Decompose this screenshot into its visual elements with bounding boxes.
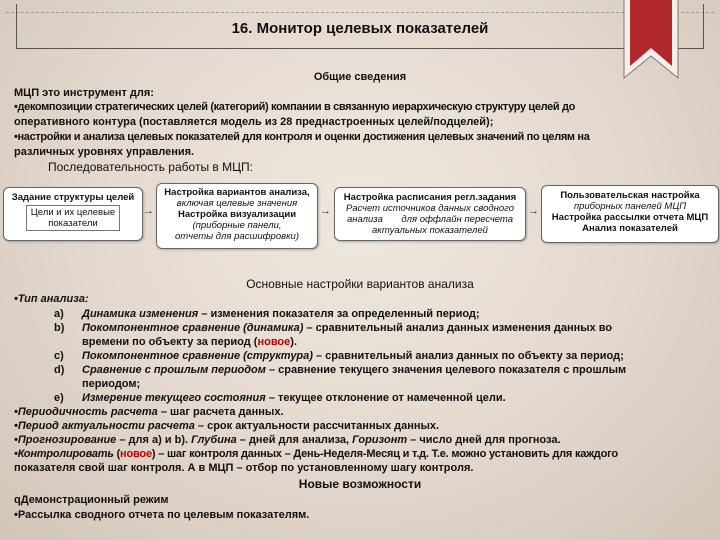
analysis-item-b-cont bbox=[82, 335, 297, 349]
forecast-depth: Глубина bbox=[191, 434, 237, 446]
new-feature-item: •Рассылка сводного отчета по целевым показателям. bbox=[14, 509, 310, 521]
new-badge: новое bbox=[120, 448, 152, 460]
bullet2-line1: •настройки и анализа целевых показателей для контроля и оценки достижения целевых значений по целям на bbox=[14, 131, 590, 143]
item-text: – изменения показателя за определенный период; bbox=[198, 308, 480, 320]
analysis-item-c bbox=[54, 349, 624, 363]
item-marker: a) bbox=[54, 308, 64, 320]
page-title: 16. Монитор целевых показателей bbox=[231, 20, 489, 37]
forecast-horizon: Горизонт bbox=[352, 434, 408, 446]
flow-box1-inner-line: Цели и их целевые bbox=[30, 207, 116, 218]
new-features-heading: Новые возможности bbox=[298, 477, 422, 491]
flow-box2-line: Настройка вариантов анализа, bbox=[164, 187, 310, 198]
periodicity-text: – шаг расчета данных. bbox=[157, 406, 284, 418]
analysis-item-e bbox=[54, 391, 506, 405]
item-text: – текущее отклонение от намеченной цели. bbox=[265, 392, 506, 404]
flow-box-variants bbox=[156, 183, 318, 249]
bullet1-line2: оперативного контура (поставляется модель из 28 преднастроенных целей/подцелей); bbox=[14, 116, 494, 128]
flow-arrow: → bbox=[528, 205, 539, 217]
flow-arrow: → bbox=[143, 205, 154, 217]
flow-box3-line: актуальных показателей bbox=[372, 225, 488, 236]
flow-box-structure bbox=[3, 187, 143, 241]
item-term: Измерение текущего состояния bbox=[82, 392, 266, 404]
flow-box2-line: (приборные панели, bbox=[192, 220, 282, 231]
flow-box1-inner bbox=[26, 205, 120, 231]
control-text: ) – шаг контроля данных – День-Неделя-Месяц и т.д. Т.е. можно установить для каждого bbox=[151, 448, 618, 460]
flow-box-user-settings bbox=[541, 185, 719, 243]
forecast-text: – дней для анализа, bbox=[236, 434, 353, 446]
forecast-text: – для a) и b). bbox=[116, 434, 192, 446]
flow-box1-inner-line: показатели bbox=[48, 218, 98, 229]
actuality-term: •Период актуальности расчета bbox=[14, 420, 195, 432]
flow-arrow: → bbox=[320, 205, 331, 217]
actuality-line bbox=[14, 419, 439, 433]
new-feature-item: qДемонстрационный режим bbox=[14, 494, 169, 506]
item-marker: e) bbox=[54, 392, 64, 404]
item-text: ). bbox=[290, 336, 298, 348]
item-text: времени по объекту за период ( bbox=[82, 336, 258, 348]
item-term: Динамика изменения bbox=[82, 308, 199, 320]
flow-box4-line: приборных панелей МЦП bbox=[573, 201, 687, 212]
bullet1-line1: •декомпозиции стратегических целей (категорий) компании в связанную иерархическую структуру целей до bbox=[14, 101, 575, 113]
control-text: ( bbox=[113, 448, 121, 460]
analysis-item-d-cont: периодом; bbox=[82, 378, 141, 390]
bullet2-line2: различных уровнях управления. bbox=[14, 146, 195, 158]
flow-box-schedule bbox=[334, 187, 526, 241]
actuality-text: – срок актуальности рассчитанных данных. bbox=[194, 420, 440, 432]
forecast-text: – число дней для прогноза. bbox=[407, 434, 561, 446]
flow-box2-line: Настройка визуализации bbox=[177, 209, 297, 220]
item-text: – сравнительный анализ данных по объекту за период; bbox=[312, 350, 624, 362]
flow-box4-line: Пользовательская настройка bbox=[560, 190, 700, 201]
item-marker: b) bbox=[54, 322, 65, 334]
analysis-item-a bbox=[54, 307, 480, 321]
analysis-item-b bbox=[54, 321, 612, 335]
item-text: – сравнение текущего значения целевого показателя с прошлым bbox=[265, 364, 627, 376]
sequence-heading: Последовательность работы в МЦП: bbox=[48, 160, 253, 174]
forecast-term: •Прогнозирование bbox=[14, 434, 117, 446]
periodicity-term: •Периодичность расчета bbox=[14, 406, 158, 418]
item-text: – сравнительный анализ данных изменения данных во bbox=[303, 322, 613, 334]
flow-box2-line: отчеты для расшифровки) bbox=[174, 231, 300, 242]
flow-box3-line: Расчет источников данных сводного bbox=[346, 203, 514, 214]
flow-box3-line: Настройка расписания регл.задания bbox=[343, 192, 517, 203]
item-term: Сравнение с прошлым периодом bbox=[82, 364, 266, 376]
item-marker: c) bbox=[54, 350, 64, 362]
new-badge: новое bbox=[257, 336, 291, 348]
general-intro: МЦП это инструмент для: bbox=[14, 87, 154, 99]
control-line bbox=[14, 447, 618, 461]
flow-box3-line: анализа для оффлайн пересчета bbox=[346, 214, 514, 225]
periodicity-line bbox=[14, 405, 284, 419]
flow-box4-line: Настройка рассылки отчета МЦП bbox=[551, 212, 709, 223]
analysis-item-d bbox=[54, 363, 626, 377]
flow-box4-line: Анализ показателей bbox=[582, 223, 678, 234]
analysis-type-label: •Тип анализа: bbox=[14, 293, 89, 305]
settings-heading: Основные настройки вариантов анализа bbox=[246, 277, 474, 291]
bookmark-ribbon-icon bbox=[620, 0, 682, 80]
flow-box1-title: Задание структуры целей bbox=[11, 192, 135, 203]
item-term: Покомпонентное сравнение (динамика) bbox=[82, 322, 304, 334]
general-heading: Общие сведения bbox=[313, 71, 407, 83]
item-term: Покомпонентное сравнение (структура) bbox=[82, 350, 313, 362]
control-term: •Контролировать bbox=[14, 448, 114, 460]
control-line2: показателя свой шаг контроля. А в МЦП – отбор по установленному шагу контроля. bbox=[14, 462, 474, 474]
item-marker: d) bbox=[54, 364, 65, 376]
flow-box2-line: включая целевые значения bbox=[176, 198, 298, 209]
title-frame bbox=[16, 4, 704, 49]
forecast-line bbox=[14, 433, 561, 447]
